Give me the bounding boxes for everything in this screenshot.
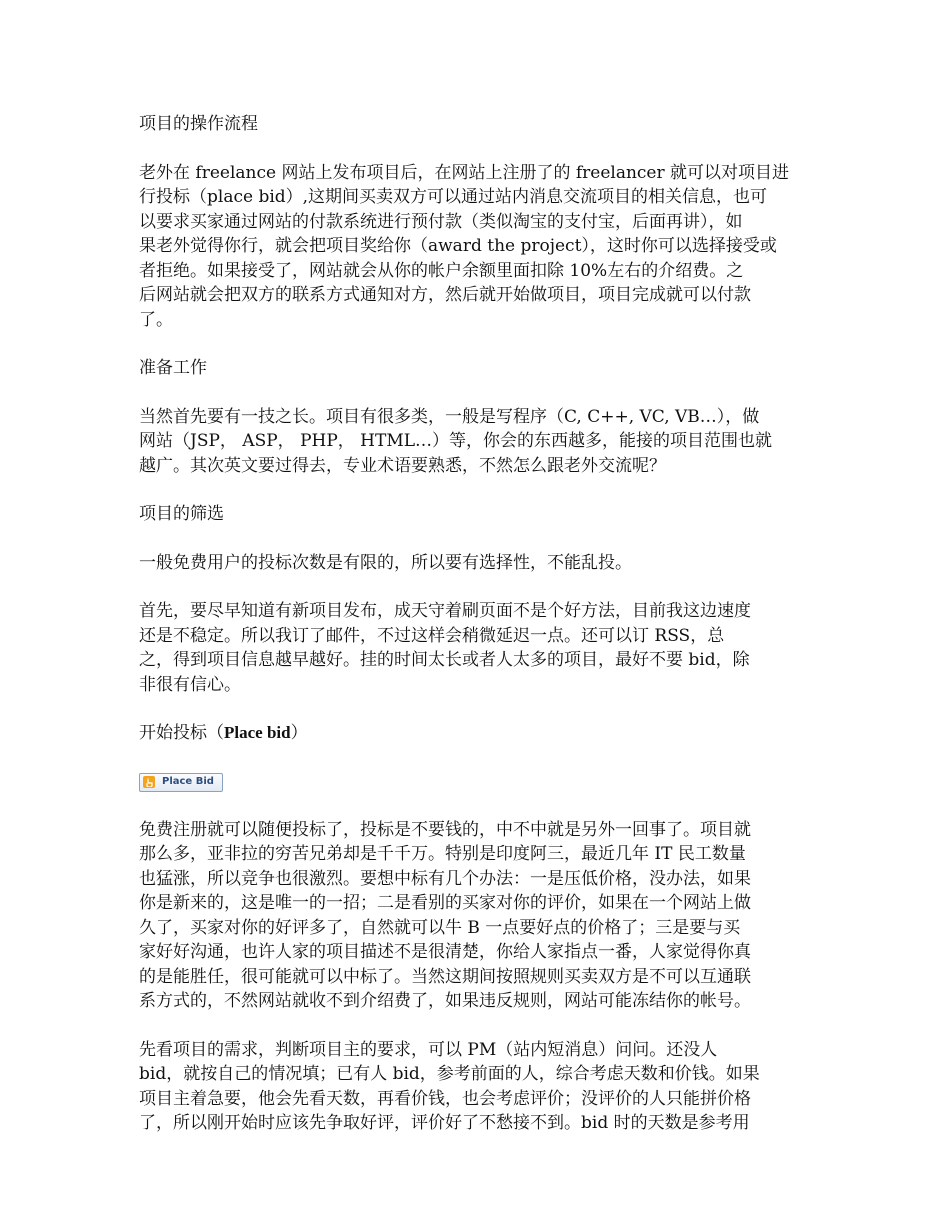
text-line: 越广。其次英文要过得去，专业术语要熟悉，不然怎么跟老外交流呢？	[139, 455, 666, 476]
heading-bold: Place bid	[224, 723, 291, 742]
text-line: 后网站就会把双方的联系方式通知对方，然后就开始做项目，项目完成就可以付款	[139, 285, 751, 305]
paragraph-bid-1	[139, 818, 815, 1014]
paragraph-screening-1	[139, 551, 815, 576]
text-line: 非很有信心。	[139, 674, 241, 695]
heading-prefix: 开始投标（	[139, 723, 224, 743]
hand-pointer-icon	[143, 776, 155, 788]
paragraph-preparation	[139, 405, 815, 479]
text-line: 了。	[139, 309, 173, 330]
text-line: 的是能胜任，很可能就可以中标了。当然这期间按照规则买卖双方是不可以互通联	[139, 966, 751, 987]
paragraph-bid-2	[139, 1038, 815, 1136]
text-line: 果老外觉得你行，就会把项目奖给你（award the project），这时你可以选择接受或	[139, 236, 777, 256]
section-heading-place-bid	[139, 721, 815, 746]
text-line: 以要求买家通过网站的付款系统进行预付款（类似淘宝的支付宝，后面再讲），如	[139, 211, 743, 232]
section-heading-screening: 项目的筛选	[139, 504, 224, 524]
text-line: 之，得到项目信息越早越好。挂的时间太长或者人太多的项目，最好不要 bid，除	[139, 650, 750, 670]
text-line: 久了，买家对你的好评多了，自然就可以牛 B 一点要好点的价格了；三是要与买	[139, 917, 741, 938]
section-heading-workflow: 项目的操作流程	[139, 114, 258, 134]
text-line: 项目主着急要，他会先看天数，再看价钱，也会考虑评价；没评价的人只能拼价格	[139, 1088, 751, 1109]
text-line: 你是新来的，这是唯一的一招；二是看别的买家对你的评价，如果在一个网站上做	[139, 893, 751, 913]
text-line: 行投标（place bid）,这期间买卖双方可以通过站内消息交流项目的相关信息，也可	[139, 187, 768, 207]
text-line: 当然首先要有一技之长。项目有很多类，一般是写程序（C, C++, VC, VB…），做	[139, 406, 760, 427]
text-line: 还是不稳定。所以我订了邮件，不过这样会稍微延迟一点。还可以订 RSS，总	[139, 625, 725, 646]
text-line: 也猛涨，所以竞争也很激烈。要想中标有几个办法：一是压低价格，没办法，如果	[139, 868, 751, 889]
text-line: 了，所以刚开始时应该先争取好评，评价好了不愁接不到。bid 时的天数是参考用	[139, 1113, 750, 1133]
document-page	[139, 112, 815, 1160]
heading-suffix: ）	[290, 723, 308, 743]
paragraph-workflow	[139, 161, 815, 333]
text-line: 免费注册就可以随便投标了，投标是不要钱的，中不中就是另外一回事了。项目就	[139, 819, 751, 840]
text-line: 首先，要尽早知道有新项目发布，成天守着刷页面不是个好方法，目前我这边速度	[139, 601, 751, 621]
text-line: 家好好沟通，也许人家的项目描述不是很清楚，你给人家指点一番，人家觉得你真	[139, 942, 751, 962]
place-bid-button-label: Place Bid	[162, 775, 214, 787]
text-line: 者拒绝。如果接受了，网站就会从你的帐户余额里面扣除 10%左右的介绍费。之	[139, 260, 744, 281]
text-line: 先看项目的需求，判断项目主的要求，可以 PM（站内短消息）问问。还没人	[139, 1039, 718, 1060]
text-line: 一般免费用户的投标次数是有限的，所以要有选择性，不能乱投。	[139, 552, 632, 573]
text-line: 系方式的，不然网站就收不到介绍费了，如果违反规则，网站可能冻结你的帐号。	[139, 991, 751, 1011]
text-line: 老外在 freelance 网站上发布项目后，在网站上注册了的 freelancer 就可以对项目进	[139, 162, 790, 183]
place-bid-button[interactable]	[139, 773, 223, 792]
text-line: 那么多，亚非拉的穷苦兄弟却是千千万。特别是印度阿三，最近几年 IT 民工数量	[139, 844, 746, 864]
text-line: 网站（JSP， ASP， PHP， HTML…）等，你会的东西越多，能接的项目范围也就	[139, 431, 773, 451]
section-heading-preparation: 准备工作	[139, 358, 207, 378]
text-line: bid，就按自己的情况填；已有人 bid，参考前面的人，综合考虑天数和价钱。如果	[139, 1064, 760, 1084]
paragraph-screening-2	[139, 599, 815, 697]
